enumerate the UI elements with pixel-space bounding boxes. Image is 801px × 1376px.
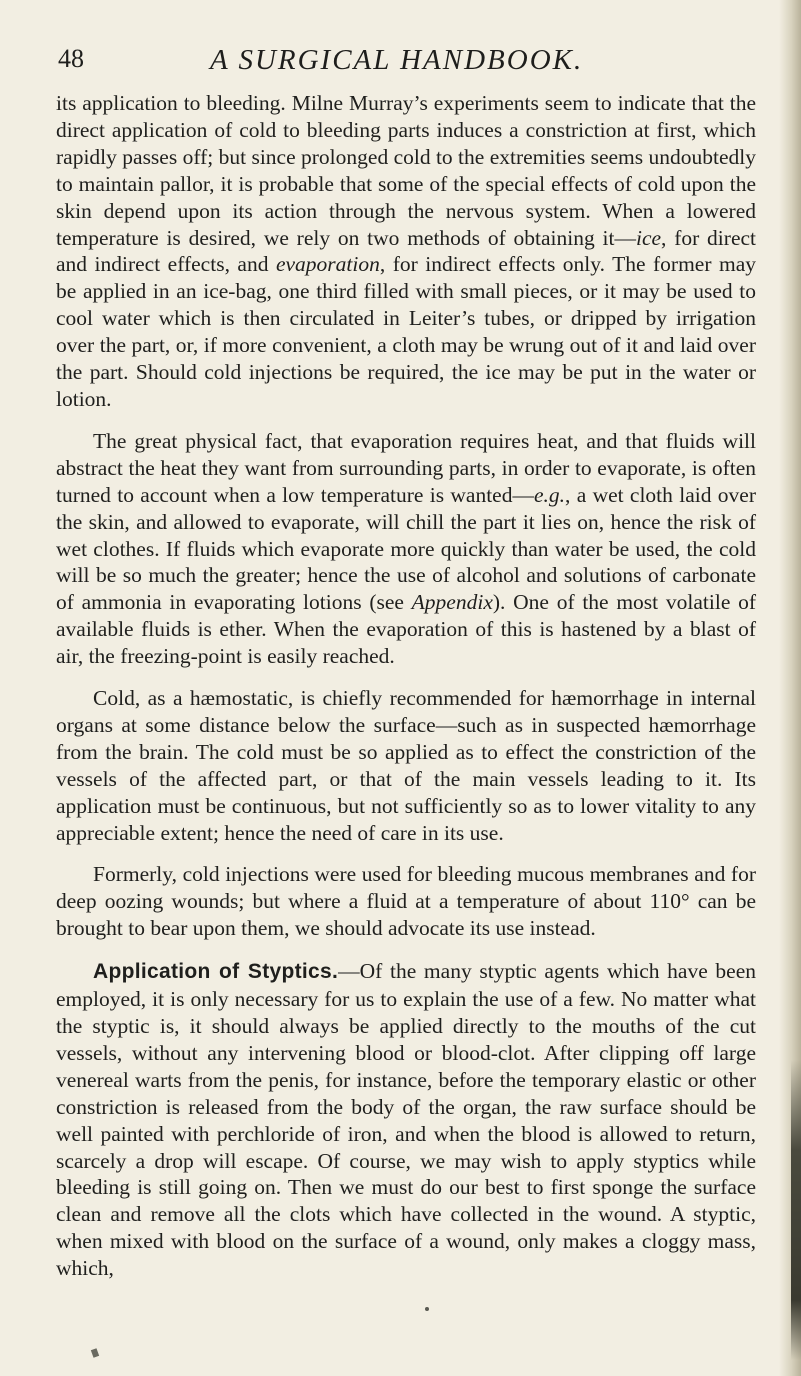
running-title: A SURGICAL HANDBOOK.: [210, 44, 584, 76]
p2-text-a: The great physical fact, that evaporation requires heat, and that fluids will abstract the heat they want from surrounding parts, in order to evaporate, is often turned to account when a low temperature is wanted—: [56, 428, 756, 507]
p2-em-appendix: Appendix: [411, 590, 493, 615]
p2-text-c: ). One of the most volatile of available fluids is ether. When the evaporation of this is hastened by a blast of air, the freezing-point is easily reached.: [56, 590, 756, 669]
p1-text-c: , for indirect effects only. The former may be applied in an ice-bag, one third filled with small pieces, or it may be used to cool water which is then circulated in Leiter’s tubes, or dripped by irrigation over the part, or, if more convenient, a cloth may be wrung out of it and laid over the part. Should cold injections be required, the ice may be put in the water or lotion.: [56, 252, 756, 411]
page-number: 48: [58, 44, 84, 73]
section-heading-styptics: Application of Styptics.: [93, 960, 339, 984]
p1-text-a: its application to bleeding. Milne Murray’s experiments seem to indicate that the direct application of cold to bleeding parts induces a constriction at first, which rapidly passes off; but since prolonged cold to the extremities seems undoubtedly to maintain pallor, it is probable that some of the special effects of cold upon the skin depend upon its action through the nervous system. When a lowered temperature is desired, we rely on two methods of obtaining it—: [56, 91, 756, 250]
p2-text-b: , a wet cloth laid over the skin, and allowed to evaporate, will chill the part it lies on, hence the risk of wet clothes. If fluids which evaporate more quickly than water be used, the cold will be so much the greater; hence the use of alcohol and solutions of carbonate of ammonia in evaporating lotions (see: [56, 482, 756, 615]
p1-text-b: , for direct and indirect effects, and: [56, 225, 757, 277]
page-edge-dark: [791, 1060, 801, 1360]
print-speck: [425, 1307, 429, 1311]
p1-em-evaporation: evaporation: [275, 252, 380, 277]
p1-em-ice: ice: [635, 225, 662, 250]
body-text: [56, 90, 756, 1282]
paragraph-2: [56, 428, 756, 670]
print-mark: [91, 1348, 99, 1358]
p5-body: —Of the many styptic agents which have been employed, it is only necessary for us to explain the use of a few. No matter what the styptic is, it should always be applied directly to the mouths of the cut vessels, without any intervening blood or blood-clot. After clipping off large venereal warts from the penis, for instance, before the temporary elastic or other constriction is released from the body of the organ, the raw surface should be well painted with perchloride of iron, and when the blood is allowed to return, scarcely a drop will escape. Of course, we may wish to apply styptics while bleeding is still going on. Then we must do our best to first sponge the surface clean and remove all the clots which have collected in the wound. A styptic, when mixed with blood on the surface of a wound, only makes a cloggy mass, which,: [56, 959, 756, 1281]
page-header: [58, 44, 758, 84]
paragraph-1: [56, 90, 756, 413]
p2-em-eg: e.g.: [533, 482, 566, 507]
paragraph-4: Formerly, cold injections were used for bleeding mucous membranes and for deep oozing wounds; but where a fluid at a temperature of about 110° can be brought to bear upon them, we should advocate its use instead.: [56, 862, 756, 941]
paragraph-3: Cold, as a hæmostatic, is chiefly recommended for hæmorrhage in internal organs at some distance below the surface—such as in suspected hæmorrhage from the brain. The cold must be so applied as to effect the constriction of the vessels of the affected part, or that of the main vessels leading to it. Its application must be continuous, but not sufficiently so as to lower vitality to any appreciable extent; hence the need of care in its use.: [56, 686, 756, 845]
paragraph-5: [56, 958, 756, 1282]
